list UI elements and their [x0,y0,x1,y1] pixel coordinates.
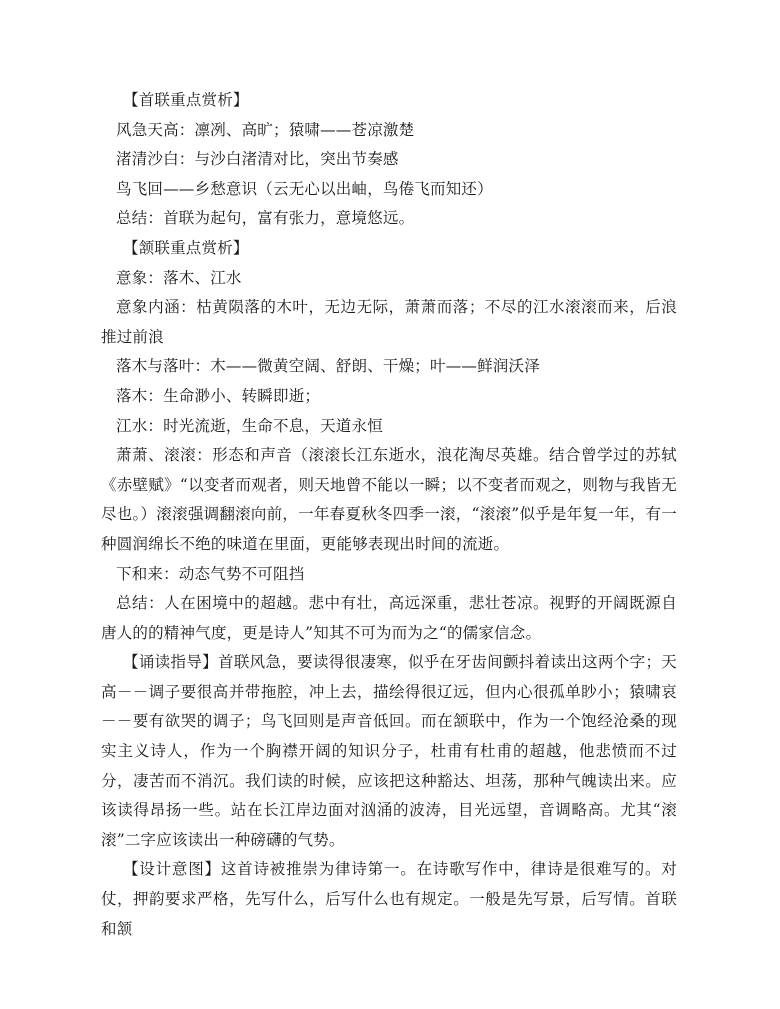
paragraph-reading-guidance: 【诵读指导】首联风急，要读得很凄寒，似乎在牙齿间颤抖着读出这两个字；天高－－调子要很高并带拖腔，冲上去，描绘得很辽远，但内心很孤单眇小；猿啸哀－－要有欲哭的调子；鸟飞回则是声音低回。而在颔联中，作为一个饱经沧桑的现实主义诗人，作为一个胸襟开阔的知识分子，杜甫有杜甫的超越，他悲愤而不过分，凄苦而不消沉。我们读的时候，应该把这种豁达、坦荡，那种气魄读出来。应该读得昂扬一些。站在长江岸边面对汹涌的波涛，目光远望，音调略高。尤其“滚滚”二字应该读出一种磅礴的气势。 [101,653,677,849]
paragraph-wood-vs-leaves: 落木与落叶：木——微黄空阔、舒朗、干燥；叶——鲜润沃泽 [116,357,540,376]
paragraph-islet-sand: 渚清沙白：与沙白渚清对比，突出节奏感 [116,150,399,169]
paragraph-imagery-meaning: 意象内涵：枯黄陨落的木叶，无边无际，萧萧而落；不尽的江水滚滚而来，后浪推过前浪 [101,298,677,346]
paragraph-xia-and-lai: 下和来：动态气势不可阻挡 [116,564,305,583]
paragraph-first-couplet-summary: 总结：首联为起句，富有张力，意境悠远。 [116,209,415,228]
paragraph-second-couplet-summary: 总结：人在困境中的超越。悲中有壮，高远深重，悲壮苍凉。视野的开阔既源自唐人的的精神气度，更是诗人”知其不可为而为之“的儒家信念。 [101,594,677,642]
paragraph-imagery: 意象：落木、江水 [116,268,242,287]
paragraph-xiaoxiao-gungun: 萧萧、滚滚：形态和声音（滚滚长江东逝水，浪花淘尽英雄。结合曾学过的苏轼《赤壁赋》“以变者而观者，则天地曾不能以一瞬；以不变者而观之，则物与我皆无尽也。）滚滚强调翻滚向前，一年春夏秋冬四季一滚，“滚滚”似乎是年复一年，有一种圆润绵长不绝的味道在里面，更能够表现出时间的流逝。 [101,446,677,553]
paragraph-birds-return: 鸟飞回——乡愁意识（云无心以出岫，鸟倦飞而知还） [116,179,493,198]
paragraph-wind-sky: 风急天高：凛冽、高旷；猿啸——苍凉激楚 [116,120,415,139]
paragraph-design-intent: 【设计意图】这首诗被推崇为律诗第一。在诗歌写作中，律诗是很难写的。对仗，押韵要求严格，先写什么，后写什么也有规定。一般是先写景，后写情。首联和颔 [101,860,677,938]
paragraph-river-water: 江水：时光流逝，生命不息，天道永恒 [116,416,383,435]
heading-second-couplet-analysis: 【颔联重点赏析】 [123,238,249,257]
document-page [101,86,677,944]
heading-first-couplet-analysis: 【首联重点赏析】 [123,91,249,109]
paragraph-falling-wood: 落木：生命渺小、转瞬即逝； [116,386,321,405]
